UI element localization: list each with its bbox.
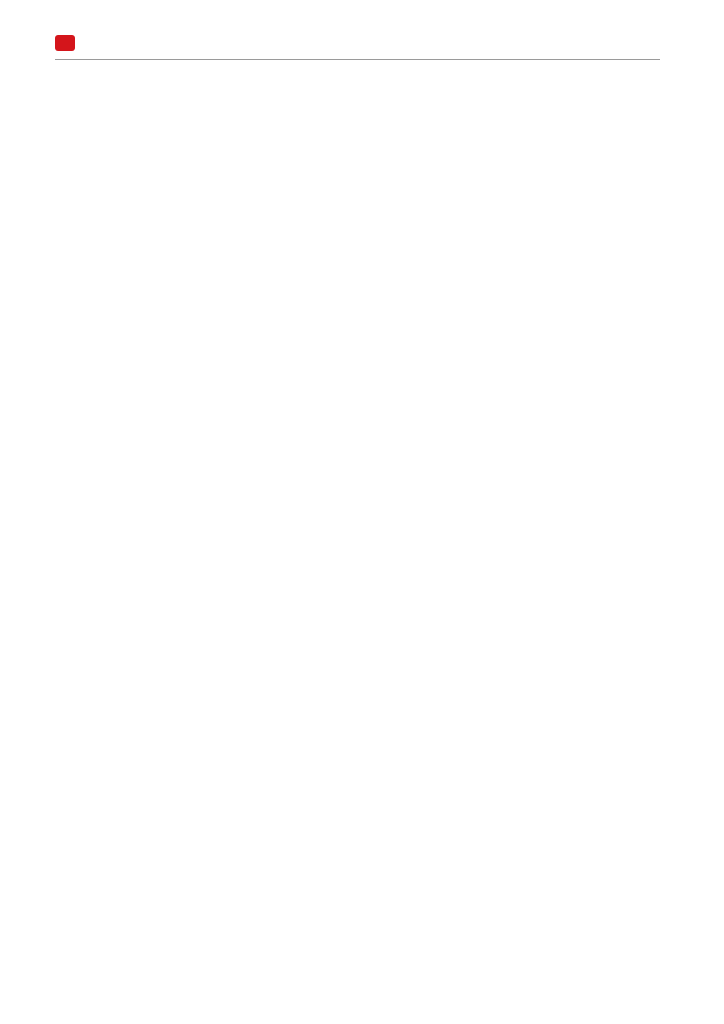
logo-badge-icon — [55, 35, 75, 51]
header-divider — [55, 59, 660, 60]
page-header — [0, 0, 724, 62]
brand-logo[interactable] — [55, 35, 79, 51]
